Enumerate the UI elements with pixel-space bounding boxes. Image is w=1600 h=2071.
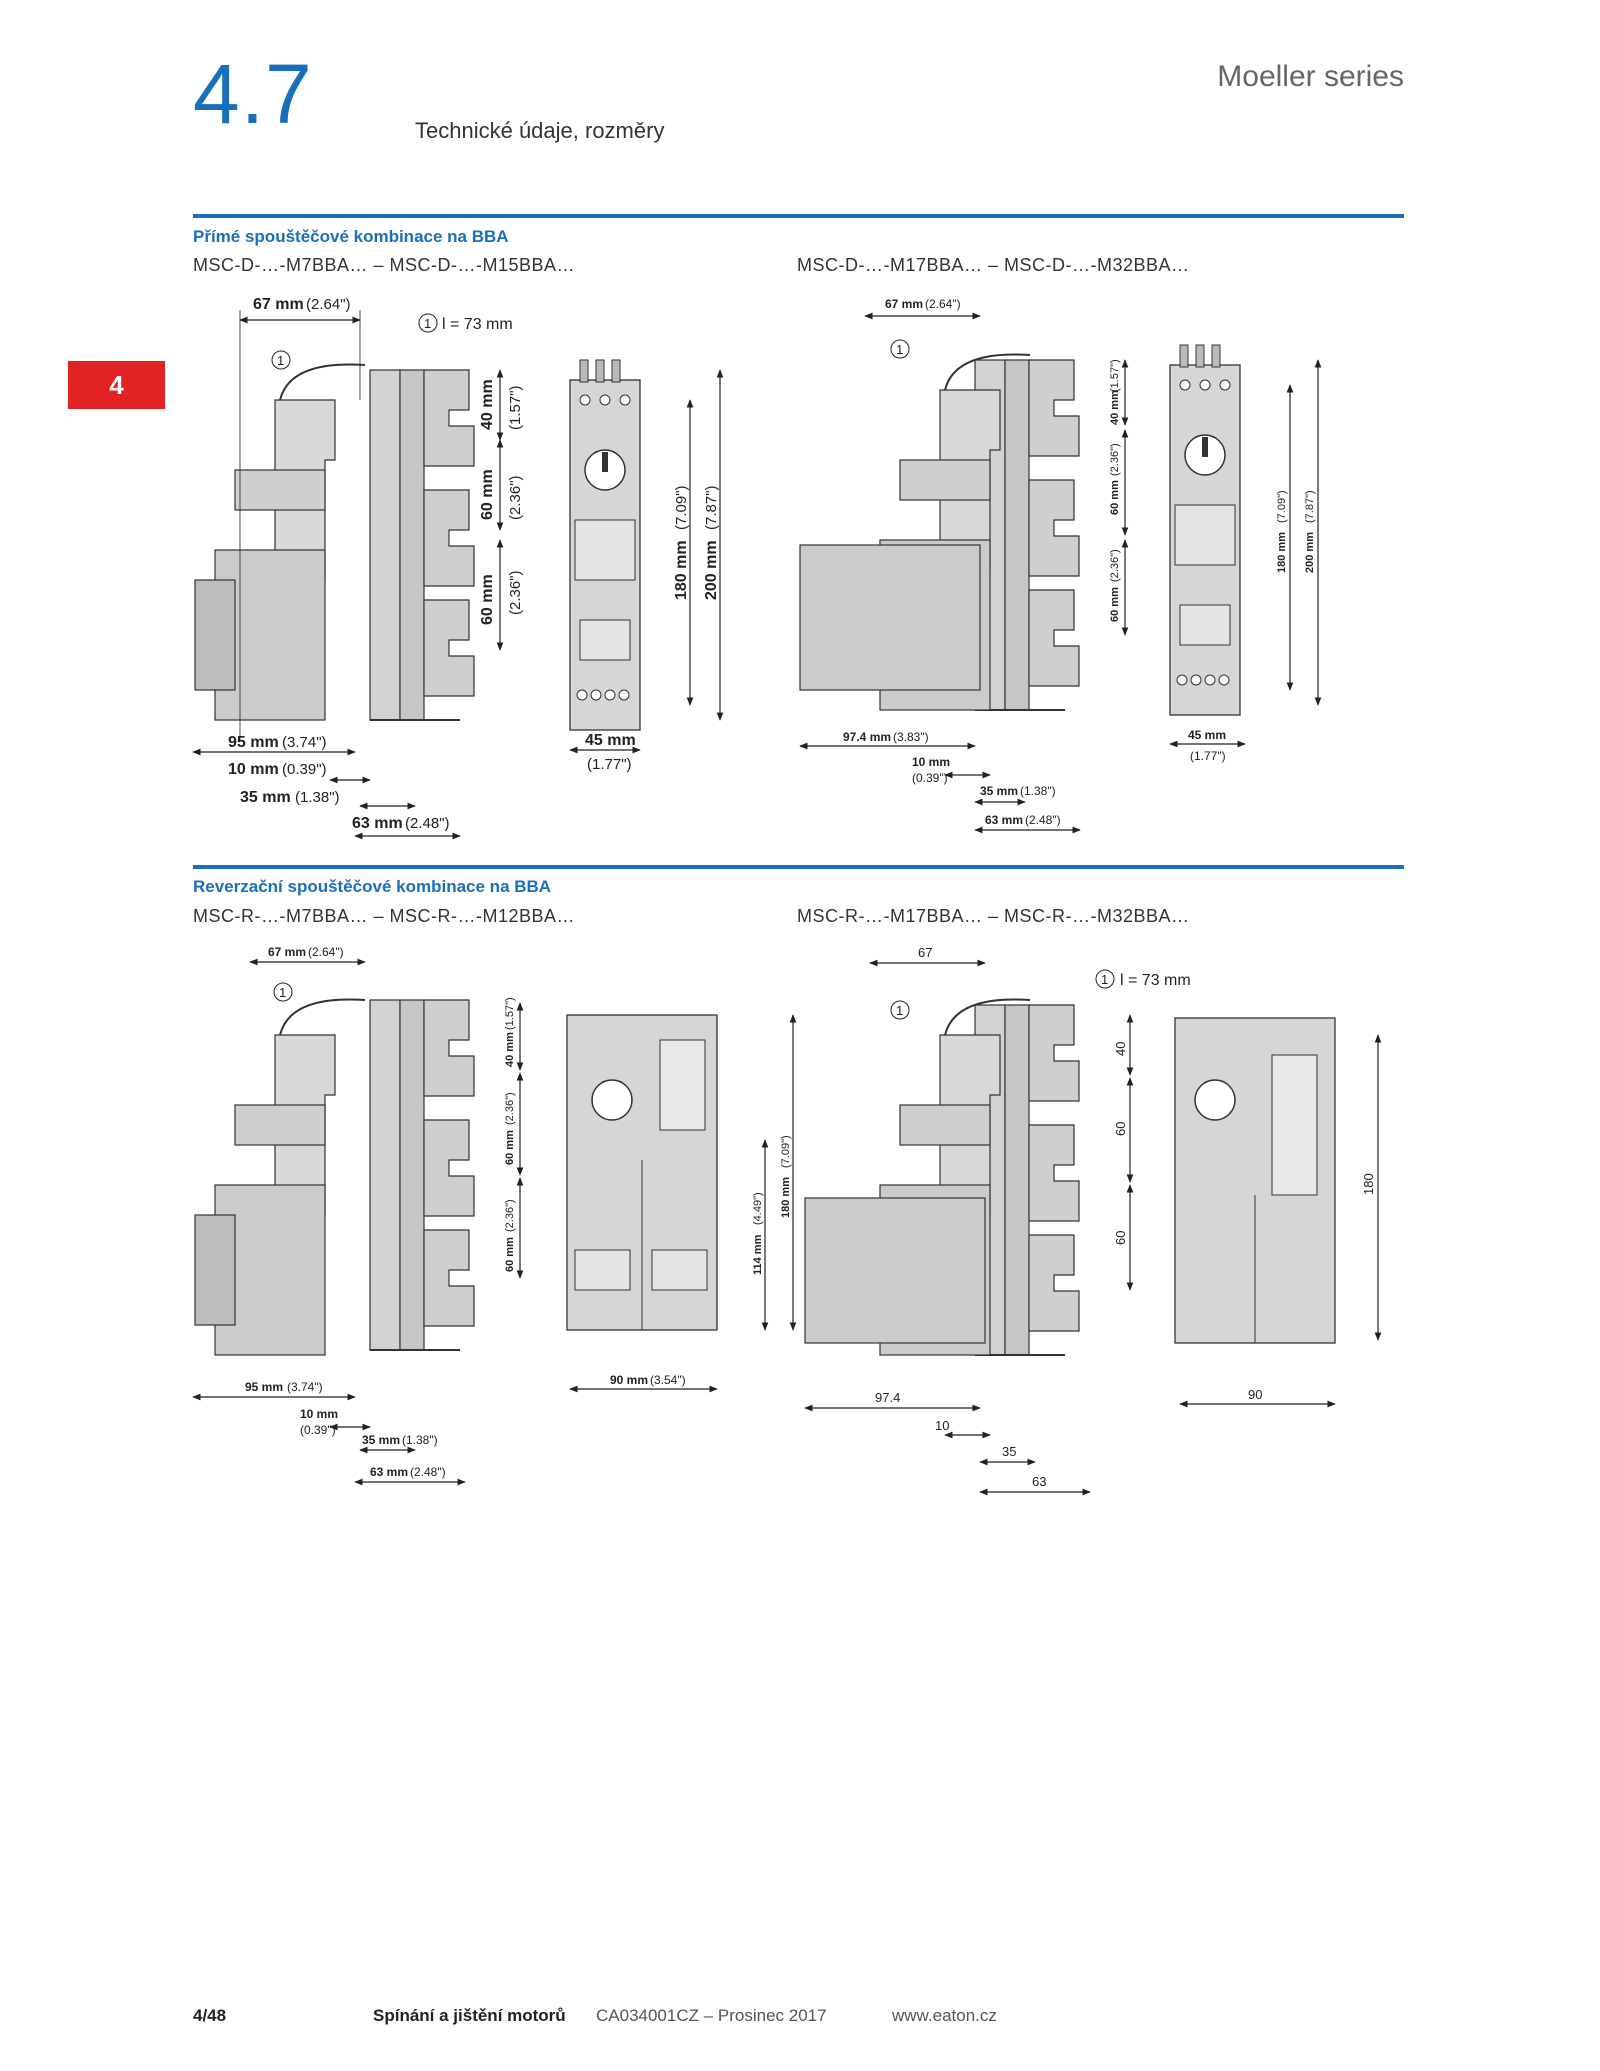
- dim-h2: 60 mm: [1109, 480, 1121, 515]
- dim-v180-in: (7.09"): [673, 485, 690, 530]
- dim-d974-in: (3.83"): [893, 730, 929, 744]
- dim-v200: 200 mm: [1304, 532, 1316, 573]
- dim-d63-in: (2.48"): [410, 1465, 446, 1479]
- dim-d63-in: (2.48"): [1025, 813, 1061, 827]
- dim-d35: 35: [1002, 1444, 1017, 1459]
- dim-v114-in: (4.49"): [752, 1192, 764, 1225]
- dim-top-width: 67 mm: [253, 296, 304, 313]
- note-number: 1: [1101, 972, 1109, 987]
- dim-h3-in: (2.36"): [507, 570, 524, 615]
- dim-d10-in: (0.39"): [282, 761, 327, 778]
- dim-d10: 10 mm: [228, 761, 279, 778]
- dim-d95: 95 mm: [228, 734, 279, 751]
- dim-d10: 10 mm: [912, 755, 951, 769]
- dim-v114: 114 mm: [752, 1234, 764, 1275]
- dim-v180: 180 mm: [1276, 532, 1288, 573]
- dim-top-width: 67 mm: [268, 945, 307, 959]
- dim-h1: 40 mm: [504, 1032, 516, 1067]
- footer-title: Spínání a jištění motorů: [373, 2006, 566, 2025]
- dim-h1: 40 mm: [1109, 390, 1121, 425]
- dim-top-width: 67: [918, 945, 933, 960]
- dim-h1-in: (1.57"): [504, 997, 516, 1030]
- dim-h1: 40 mm: [479, 379, 496, 430]
- dim-d10: 10 mm: [300, 1407, 339, 1421]
- callout-number: 1: [896, 1003, 904, 1018]
- callout-number: 1: [277, 353, 285, 368]
- dim-top-width-in: (2.64"): [306, 296, 351, 313]
- dim-d35-in: (1.38"): [402, 1433, 438, 1447]
- dim-h3: 60: [1113, 1230, 1128, 1245]
- chapter-side-tab[interactable]: 4: [68, 361, 165, 409]
- callout-number: 1: [279, 985, 287, 1000]
- dim-v180: 180: [1361, 1173, 1376, 1195]
- dim-v180: 180 mm: [780, 1177, 792, 1218]
- dim-v200: 200 mm: [703, 540, 720, 600]
- series-title: Moeller series: [1217, 60, 1404, 93]
- dim-w90-in: (3.54"): [650, 1373, 686, 1387]
- dim-w90: 90 mm: [610, 1373, 649, 1387]
- dim-d35: 35 mm: [980, 784, 1019, 798]
- dim-v200-in: (7.87"): [1304, 490, 1316, 523]
- dim-v180-in: (7.09"): [1276, 490, 1288, 523]
- drawing-reverse-left: [193, 945, 793, 1482]
- dim-d10: 10: [935, 1418, 950, 1433]
- dim-h1: 40: [1113, 1041, 1128, 1056]
- dim-d35: 35 mm: [362, 1433, 401, 1447]
- model-range-right: MSC-R-…-M17BBA… – MSC-R-…-M32BBA…: [797, 906, 1190, 926]
- drawing-direct-left: [193, 296, 720, 836]
- dim-d95: 95 mm: [245, 1380, 284, 1394]
- dim-d95-in: (3.74"): [287, 1380, 323, 1394]
- dim-v180: 180 mm: [673, 540, 690, 600]
- dim-h2: 60 mm: [504, 1130, 516, 1165]
- dim-h1-in: (1.57"): [1109, 359, 1121, 392]
- dim-top-width-in: (2.64"): [925, 297, 961, 311]
- drawing-direct-right: [800, 297, 1318, 830]
- dim-h2-in: (2.36"): [507, 475, 524, 520]
- page-number: 4/48: [193, 2006, 227, 2025]
- dim-h2: 60: [1113, 1121, 1128, 1136]
- dim-top-width: 67 mm: [885, 297, 924, 311]
- dim-d10-in: (0.39"): [912, 771, 948, 785]
- dim-d63: 63 mm: [352, 815, 403, 832]
- drawing-reverse-right: [805, 945, 1378, 1492]
- dim-d63-in: (2.48"): [405, 815, 450, 832]
- note-text: l = 73 mm: [1120, 972, 1191, 989]
- dim-w45-in: (1.77"): [1190, 749, 1226, 763]
- dim-w45-in: (1.77"): [587, 756, 632, 773]
- chapter-subtitle: Technické údaje, rozměry: [415, 118, 665, 143]
- dim-h3: 60 mm: [1109, 587, 1121, 622]
- dim-d10-in: (0.39"): [300, 1423, 336, 1437]
- dim-d63: 63 mm: [370, 1465, 409, 1479]
- dim-h3: 60 mm: [479, 574, 496, 625]
- dim-h3: 60 mm: [504, 1237, 516, 1272]
- dim-d974: 97.4 mm: [843, 730, 892, 744]
- dim-d974: 97.4: [875, 1390, 901, 1405]
- dim-v180-in: (7.09"): [780, 1135, 792, 1168]
- dim-h2-in: (2.36"): [1109, 443, 1121, 476]
- footer-url[interactable]: www.eaton.cz: [892, 2006, 997, 2025]
- dim-h1-in: (1.57"): [507, 385, 524, 430]
- section-title-reverse: Reverzační spouštěčové kombinace na BBA: [193, 877, 552, 896]
- dim-v200-in: (7.87"): [703, 485, 720, 530]
- dim-d35-in: (1.38"): [295, 789, 340, 806]
- footer-doc-id: CA034001CZ – Prosinec 2017: [596, 2006, 827, 2025]
- dim-w45: 45 mm: [585, 732, 636, 749]
- dim-h3-in: (2.36"): [504, 1199, 516, 1232]
- note-number: 1: [424, 316, 432, 331]
- dim-d63: 63 mm: [985, 813, 1024, 827]
- dim-d35: 35 mm: [240, 789, 291, 806]
- model-range-right: MSC-D-…-M17BBA… – MSC-D-…-M32BBA…: [797, 255, 1190, 275]
- dim-d63: 63: [1032, 1474, 1047, 1489]
- note-text: l = 73 mm: [442, 316, 513, 333]
- chapter-number: 4.7: [193, 47, 313, 141]
- section-title-direct: Přímé spouštěčové kombinace na BBA: [193, 227, 509, 246]
- dim-h2-in: (2.36"): [504, 1092, 516, 1125]
- model-range-left: MSC-D-…-M7BBA… – MSC-D-…-M15BBA…: [193, 255, 576, 275]
- dim-w45: 45 mm: [1188, 728, 1227, 742]
- dim-w90: 90: [1248, 1387, 1263, 1402]
- model-range-left: MSC-R-…-M7BBA… – MSC-R-…-M12BBA…: [193, 906, 576, 926]
- dim-h3-in: (2.36"): [1109, 549, 1121, 582]
- dim-top-width-in: (2.64"): [308, 945, 344, 959]
- dim-h2: 60 mm: [479, 469, 496, 520]
- dim-d95-in: (3.74"): [282, 734, 327, 751]
- callout-number: 1: [896, 342, 904, 357]
- dim-d35-in: (1.38"): [1020, 784, 1056, 798]
